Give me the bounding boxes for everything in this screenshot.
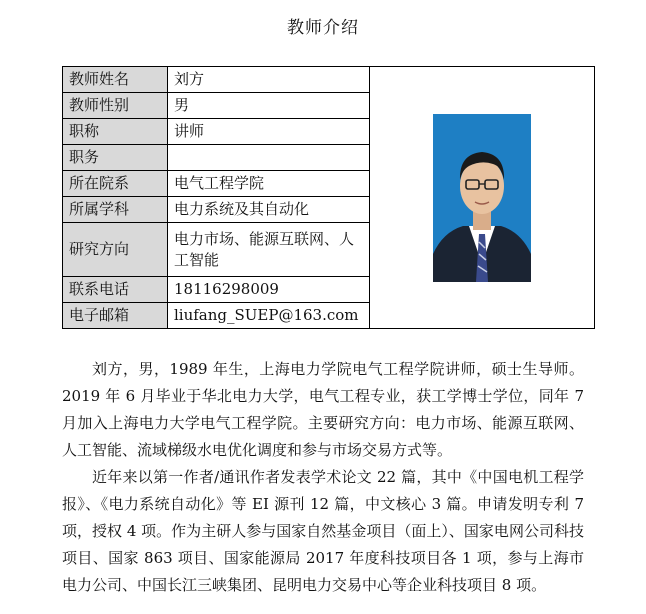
research-value: 电力市场、能源互联网、人工智能 bbox=[168, 223, 370, 277]
phone-label: 联系电话 bbox=[63, 277, 168, 303]
teacher-photo bbox=[433, 114, 531, 282]
name-label: 教师姓名 bbox=[63, 67, 168, 93]
email-label: 电子邮箱 bbox=[63, 303, 168, 329]
bio-paragraph-2: 近年来以第一作者/通讯作者发表学术论文 22 篇，其中《中国电机工程学报》、《电力系统自动化》等 EI 源刊 12 篇，中文核心 3 篇。申请发明专利 7 项，授权 4 项。作为主研人参与国家自然基金项目（面上）、国家电网公司科技项目、国家 863 项目、国家能源局 2017 年度科技项目各 1 项，参与上海市电力公司、中国长江三峡集团、昆明电力交易中心等企业科技项目 8 项。 bbox=[62, 468, 584, 594]
position-value bbox=[168, 145, 370, 171]
discipline-label: 所属学科 bbox=[63, 197, 168, 223]
table-row bbox=[63, 67, 595, 93]
page-title: 教师介绍 bbox=[287, 18, 359, 38]
email-value: liufang_SUEP@163.com bbox=[168, 303, 370, 329]
research-label: 研究方向 bbox=[63, 223, 168, 277]
bio-section bbox=[62, 356, 584, 599]
title-label: 职称 bbox=[63, 119, 168, 145]
gender-value: 男 bbox=[168, 93, 370, 119]
profile-table bbox=[62, 66, 595, 329]
position-label: 职务 bbox=[63, 145, 168, 171]
phone-value: 18116298009 bbox=[168, 277, 370, 303]
photo-cell bbox=[370, 67, 595, 329]
gender-label: 教师性别 bbox=[63, 93, 168, 119]
department-value: 电气工程学院 bbox=[168, 171, 370, 197]
name-value: 刘方 bbox=[168, 67, 370, 93]
discipline-value: 电力系统及其自动化 bbox=[168, 197, 370, 223]
title-value: 讲师 bbox=[168, 119, 370, 145]
bio-paragraph-1: 刘方，男，1989 年生，上海电力学院电气工程学院讲师，硕士生导师。2019 年 6 月毕业于华北电力大学，电气工程专业，获工学博士学位，同年 7 月加入上海电力大学电气工程学院。主要研究方向：电力市场、能源互联网、人工智能、流域梯级水电优化调度和参与市场交易方式等。 bbox=[62, 360, 584, 459]
department-label: 所在院系 bbox=[63, 171, 168, 197]
